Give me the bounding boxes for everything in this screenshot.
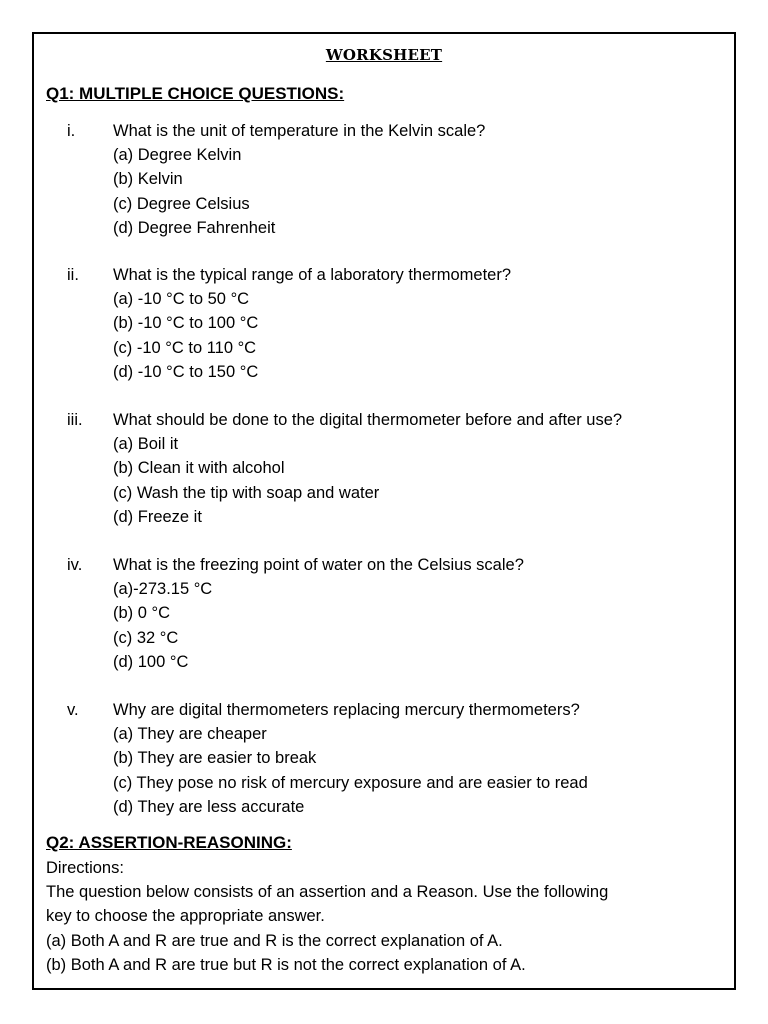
question-body	[113, 119, 733, 240]
question-body	[113, 553, 733, 674]
answer-option: (b) 0 °C	[113, 604, 171, 623]
q1-heading: Q1: MULTIPLE CHOICE QUESTIONS:	[46, 84, 345, 103]
directions-label: Directions:	[46, 859, 124, 877]
worksheet-title: WORKSHEET	[325, 46, 443, 64]
question-number: i.	[67, 122, 76, 140]
directions-text-line: The question below consists of an assertion and a Reason. Use the following	[46, 883, 609, 902]
question-text: What should be done to the digital thermometer before and after use?	[113, 411, 623, 429]
question-number: ii.	[67, 266, 79, 284]
answer-option: (b) Clean it with alcohol	[113, 459, 285, 478]
answer-option: (b) -10 °C to 100 °C	[113, 314, 259, 333]
answer-option: (c) Degree Celsius	[113, 194, 250, 213]
answer-option: (b) They are easier to break	[113, 749, 317, 768]
answer-key-option: (b) Both A and R are true but R is not the correct explanation of A.	[46, 955, 526, 974]
answer-option: (a)-273.15 °C	[113, 580, 213, 599]
question-text: What is the freezing point of water on the Celsius scale?	[113, 556, 524, 574]
directions-text-line: key to choose the appropriate answer.	[46, 907, 325, 926]
question-number: iv.	[67, 556, 83, 574]
answer-option: (d) -10 °C to 150 °C	[113, 362, 259, 381]
answer-option: (c) -10 °C to 110 °C	[113, 338, 257, 357]
answer-option: (a) Boil it	[113, 435, 179, 454]
answer-option: (c) Wash the tip with soap and water	[113, 483, 380, 502]
question-number: v.	[67, 701, 79, 719]
answer-option: (a) Degree Kelvin	[113, 146, 242, 165]
answer-option: (d) 100 °C	[113, 652, 189, 671]
question-body	[113, 408, 733, 529]
answer-key-option: (a) Both A and R are true and R is the correct explanation of A.	[46, 931, 503, 950]
question-text: What is the typical range of a laboratory thermometer?	[113, 266, 512, 284]
answer-option: (d) Degree Fahrenheit	[113, 218, 276, 237]
answer-option: (a) -10 °C to 50 °C	[113, 290, 250, 309]
answer-option: (c) 32 °C	[113, 628, 179, 647]
question-number: iii.	[67, 411, 83, 429]
question-text: Why are digital thermometers replacing mercury thermometers?	[113, 701, 580, 719]
answer-option: (d) Freeze it	[113, 507, 202, 526]
question-text: What is the unit of temperature in the Kelvin scale?	[113, 122, 486, 140]
question-body	[113, 698, 733, 819]
assertion-reasoning-directions	[46, 856, 726, 977]
answer-option: (b) Kelvin	[113, 170, 183, 189]
answer-option: (d) They are less accurate	[113, 797, 305, 816]
answer-option: (a) They are cheaper	[113, 725, 267, 744]
answer-option: (c) They pose no risk of mercury exposure and are easier to read	[113, 773, 588, 792]
q2-heading: Q2: ASSERTION-REASONING:	[46, 833, 292, 852]
question-body	[113, 263, 733, 384]
